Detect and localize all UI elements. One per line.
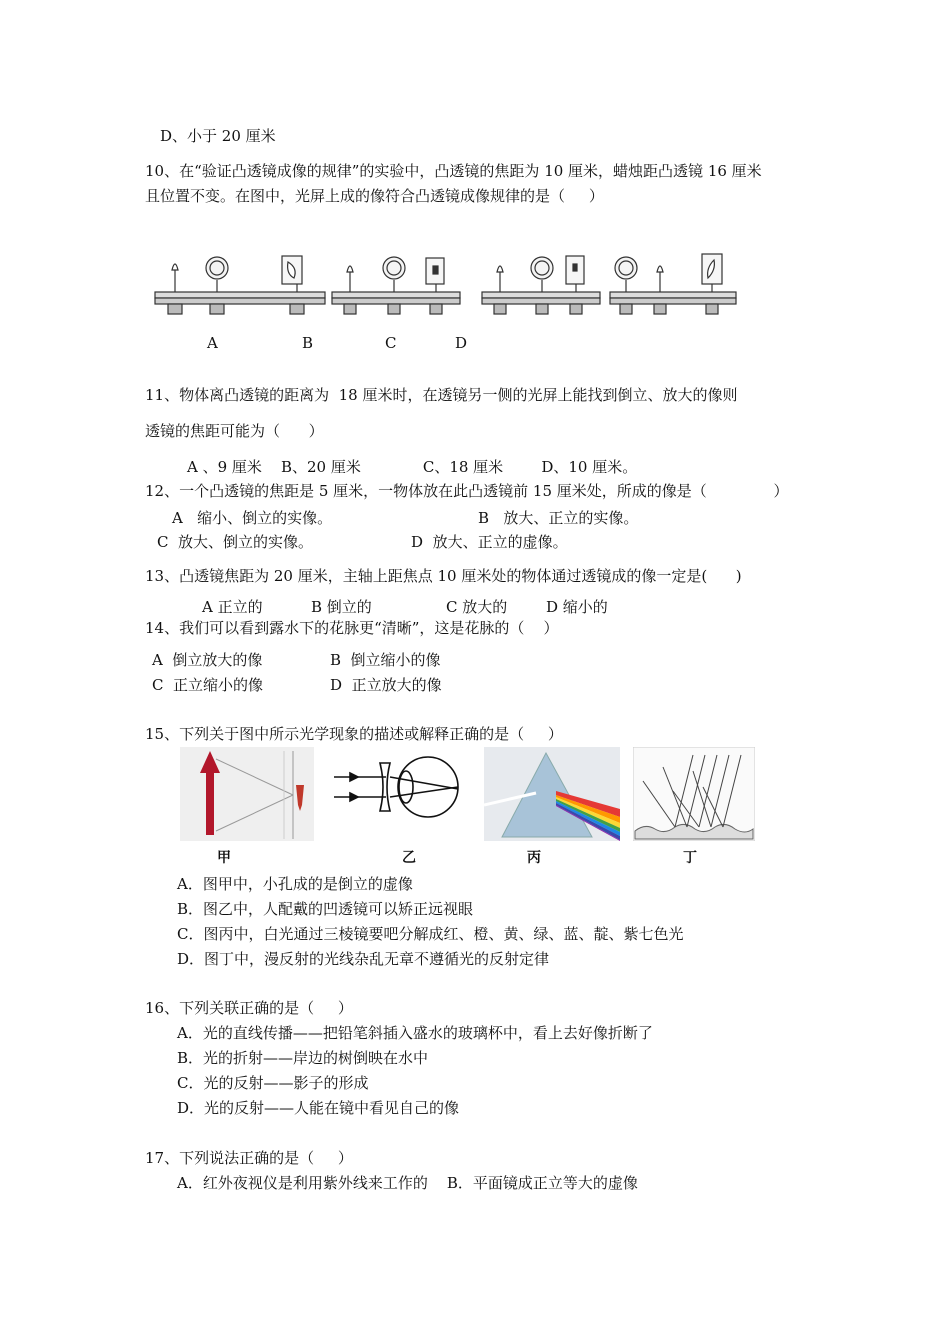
q10-label-c: C xyxy=(385,334,397,352)
q12-stem: 12、一个凸透镜的焦距是 5 厘米，一物体放在此凸透镜前 15 厘米处，所成的像是（ ） xyxy=(145,482,789,500)
q11-stem-line2: 透镜的焦距可能为（ ） xyxy=(145,422,324,440)
q11-options: A 、9 厘米 B、20 厘米 C、18 厘米 D、10 厘米。 xyxy=(187,458,638,476)
q15-stem: 15、下列关于图中所示光学现象的描述或解释正确的是（ ） xyxy=(145,725,563,743)
optical-bench-d xyxy=(482,256,600,314)
q15-caption-ding: 丁 xyxy=(683,850,697,866)
q14-option-b: B 倒立缩小的像 xyxy=(330,651,441,669)
q12-option-d: D 放大、正立的虚像。 xyxy=(411,533,568,551)
q12-option-c: C 放大、倒立的实像。 xyxy=(157,533,314,551)
q13-stem: 13、凸透镜焦距为 20 厘米，主轴上距焦点 10 厘米处的物体通过透镜成的像一定是( ) xyxy=(145,567,742,585)
q14-option-a: A 倒立放大的像 xyxy=(152,651,263,669)
q10-bench-figure xyxy=(150,248,740,320)
q15-option-b: B．图乙中，人配戴的凹透镜可以矫正远视眼 xyxy=(177,900,474,918)
q16-stem: 16、下列关联正确的是（ ） xyxy=(145,999,353,1017)
q14-option-d: D 正立放大的像 xyxy=(330,676,442,694)
q15-option-d: D．图丁中，漫反射的光线杂乱无章不遵循光的反射定律 xyxy=(177,950,550,968)
q13-option-a: A 正立的 xyxy=(202,598,263,616)
q10-stem-line1: 10、在“验证凸透镜成像的规律”的实验中，凸透镜的焦距为 10 厘米，蜡烛距凸透镜 16 厘米 xyxy=(145,162,762,180)
q16-option-d: D．光的反射——人能在镜中看见自己的像 xyxy=(177,1099,460,1117)
q15-caption-bing: 丙 xyxy=(527,850,541,866)
q15-figure-pinhole xyxy=(180,747,314,841)
q16-option-b: B．光的折射——岸边的树倒映在水中 xyxy=(177,1049,429,1067)
q12-option-b: B 放大、正立的实像。 xyxy=(478,509,639,527)
q13-option-b: B 倒立的 xyxy=(311,598,372,616)
q15-figure-diffuse xyxy=(633,747,755,841)
q14-option-c: C 正立缩小的像 xyxy=(152,676,264,694)
q13-option-d: D 缩小的 xyxy=(546,598,608,616)
q15-figure-eye xyxy=(330,755,466,833)
q10-label-d: D xyxy=(455,334,468,352)
q17-stem: 17、下列说法正确的是（ ） xyxy=(145,1149,353,1167)
q11-stem-line1: 11、物体离凸透镜的距离为 18 厘米时，在透镜另一侧的光屏上能找到倒立、放大的像则 xyxy=(145,386,738,404)
q10-stem-line2: 且位置不变。在图中，光屏上成的像符合凸透镜成像规律的是（ ） xyxy=(145,187,604,205)
q10-label-b: B xyxy=(302,334,314,352)
q17-options-ab: A．红外夜视仪是利用紫外线来工作的 B．平面镜成正立等大的虚像 xyxy=(177,1174,638,1192)
q13-option-c: C 放大的 xyxy=(446,598,508,616)
q15-figure-prism xyxy=(484,747,620,841)
q16-option-c: C．光的反射——影子的形成 xyxy=(177,1074,369,1092)
optical-bench-c xyxy=(332,257,460,314)
optical-bench-extra xyxy=(610,254,736,314)
q15-option-a: A．图甲中，小孔成的是倒立的虚像 xyxy=(177,875,413,893)
q15-option-c: C．图丙中，白光通过三棱镜要吧分解成红、橙、黄、绿、蓝、靛、紫七色光 xyxy=(177,925,684,943)
q12-option-a: A 缩小、倒立的实像。 xyxy=(172,509,333,527)
q15-caption-jia: 甲 xyxy=(217,850,231,866)
q10-label-a: A xyxy=(207,334,218,352)
q15-caption-yi: 乙 xyxy=(402,850,416,866)
q9-option-d: D、小于 20 厘米 xyxy=(160,127,276,145)
optical-bench-a xyxy=(155,256,325,314)
q14-stem: 14、我们可以看到露水下的花脉更“清晰”，这是花脉的（ ） xyxy=(145,619,559,637)
q16-option-a: A．光的直线传播——把铅笔斜插入盛水的玻璃杯中，看上去好像折断了 xyxy=(177,1024,653,1042)
